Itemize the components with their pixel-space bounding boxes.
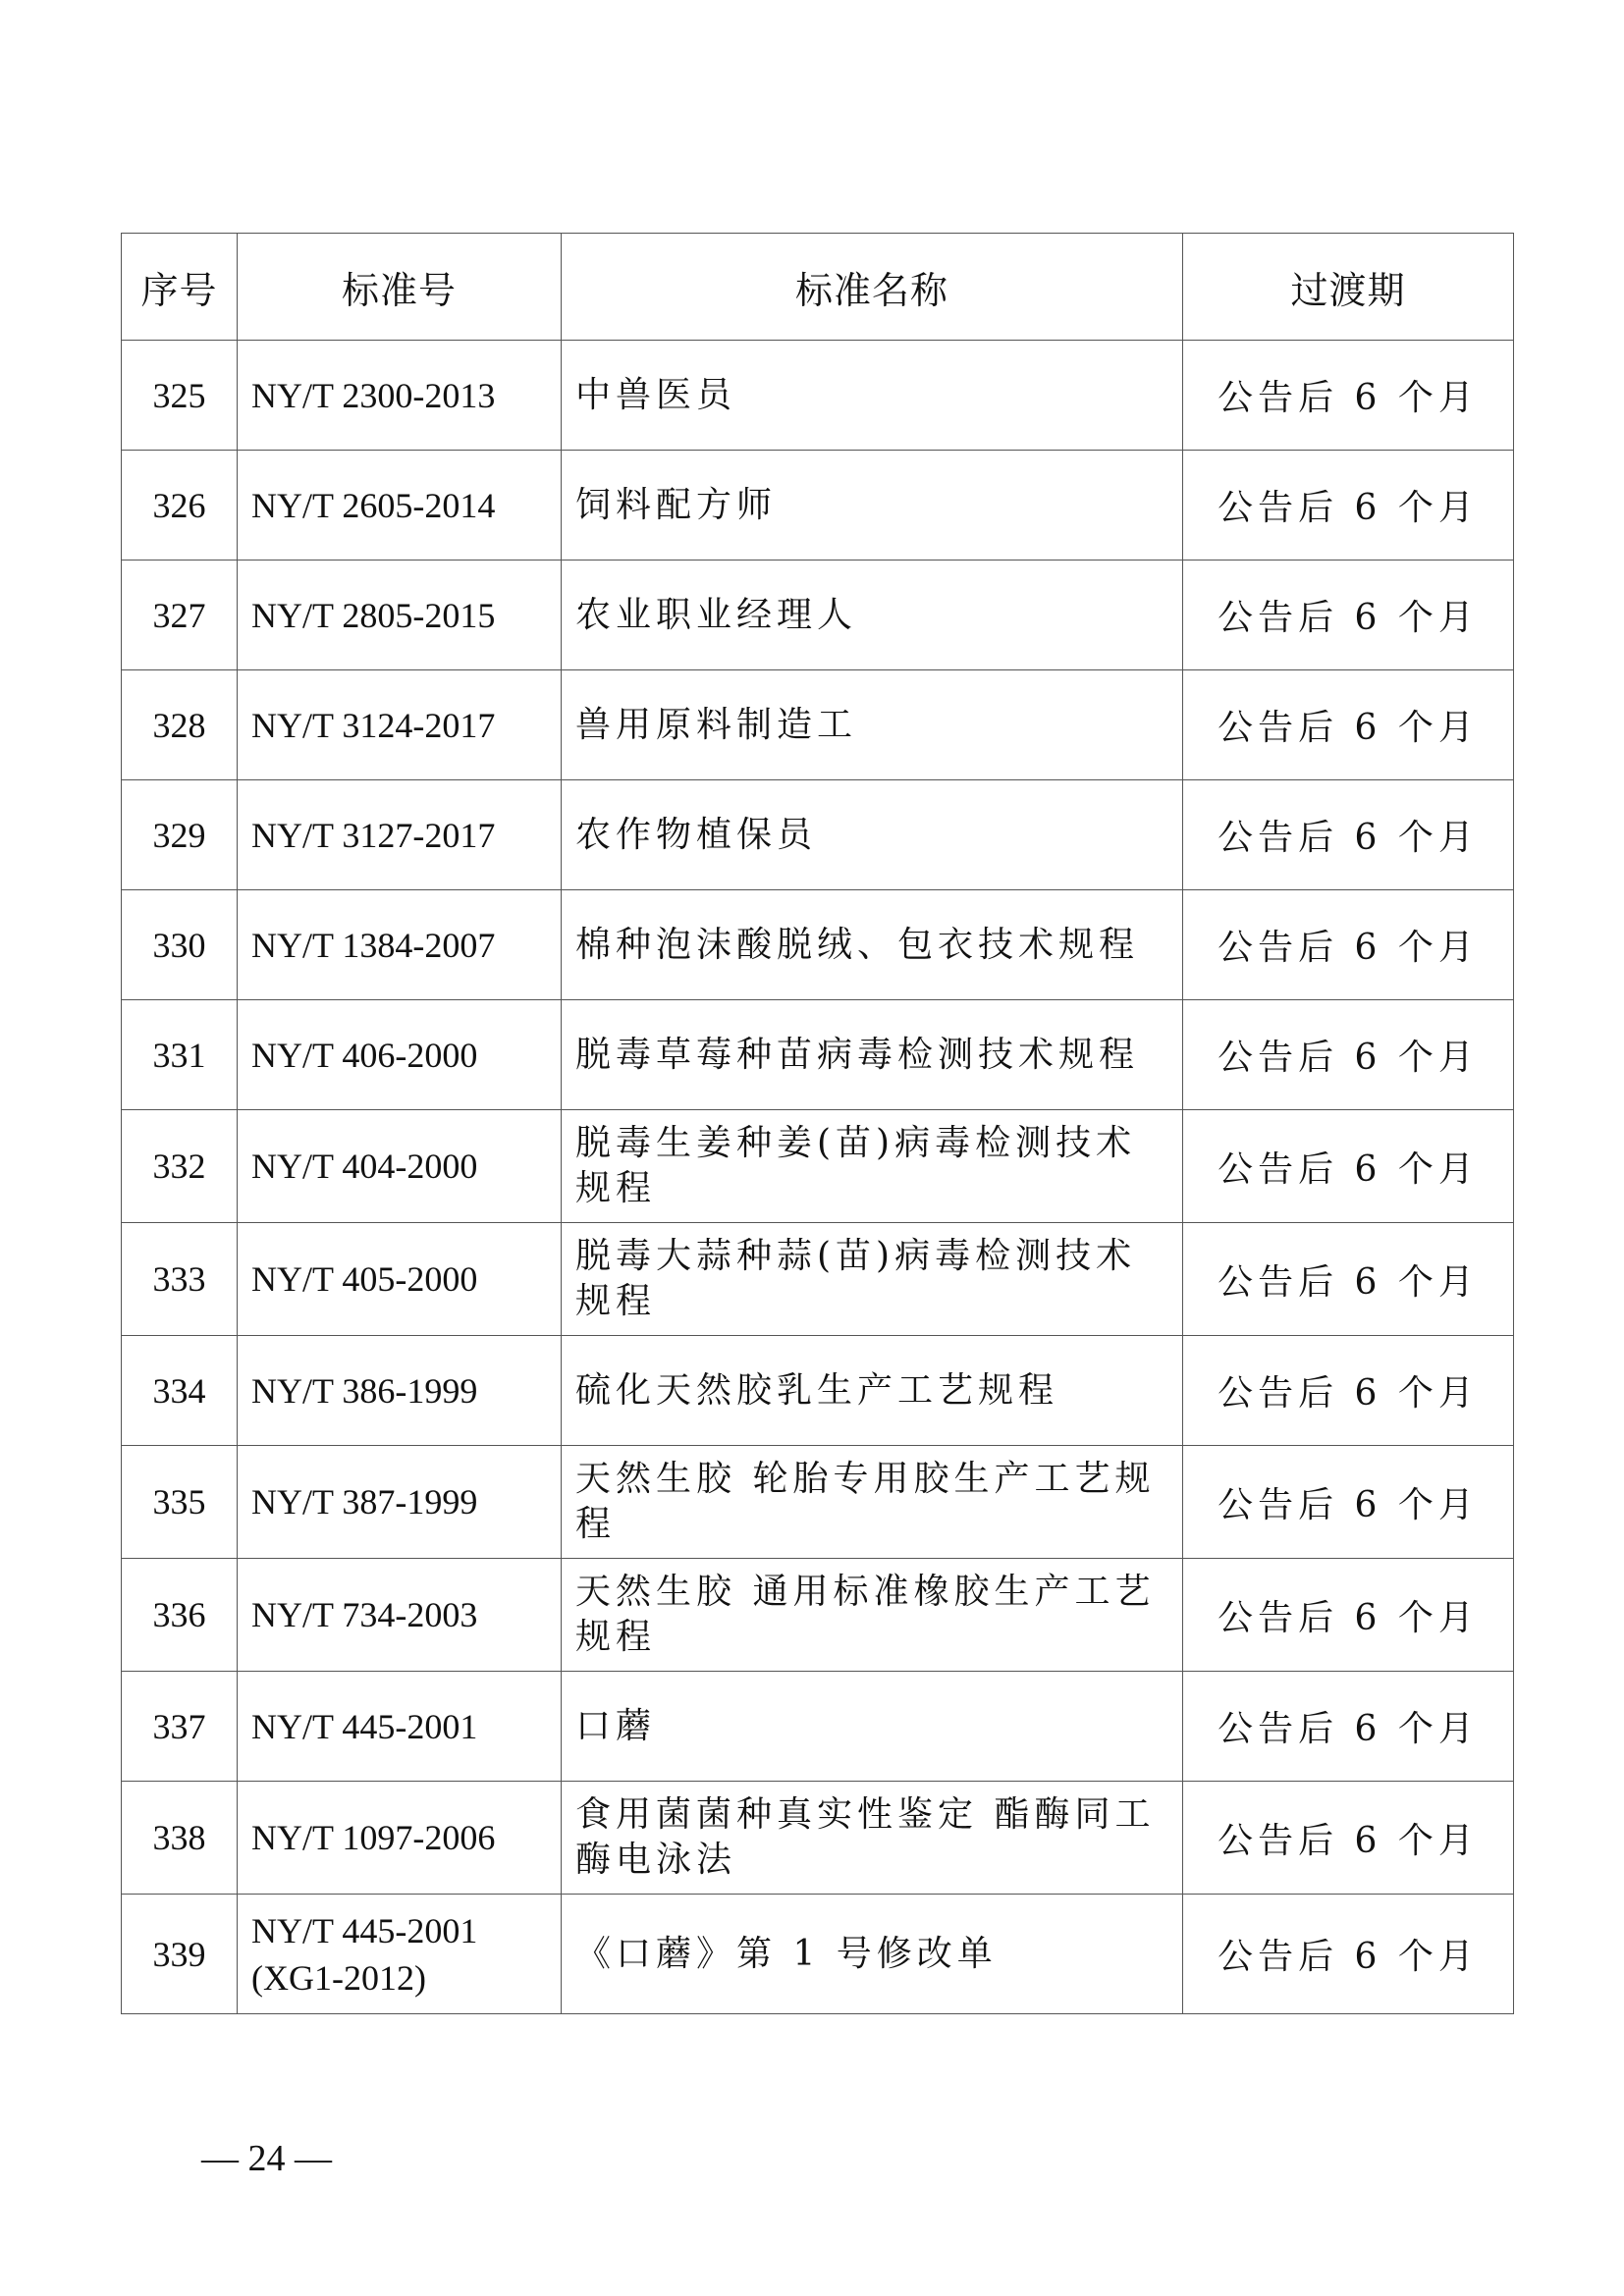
row-code: NY/T 3124-2017 xyxy=(238,670,562,780)
row-code: NY/T 404-2000 xyxy=(238,1110,562,1223)
row-seq: 331 xyxy=(122,1000,238,1110)
row-seq: 327 xyxy=(122,561,238,670)
header-name: 标准名称 xyxy=(562,234,1183,341)
row-period: 公告后 6 个月 xyxy=(1183,780,1514,890)
row-seq: 332 xyxy=(122,1110,238,1223)
table-row xyxy=(122,341,1514,451)
table-row xyxy=(122,1559,1514,1672)
row-code: NY/T 1384-2007 xyxy=(238,890,562,1000)
row-name: 《口蘑》第 1 号修改单 xyxy=(562,1895,1183,2014)
row-name: 脱毒草莓种苗病毒检测技术规程 xyxy=(562,1000,1183,1110)
row-seq: 330 xyxy=(122,890,238,1000)
row-code: NY/T 406-2000 xyxy=(238,1000,562,1110)
table-row xyxy=(122,1000,1514,1110)
row-period: 公告后 6 个月 xyxy=(1183,1559,1514,1672)
row-code: NY/T 1097-2006 xyxy=(238,1782,562,1895)
row-seq: 339 xyxy=(122,1895,238,2014)
row-period: 公告后 6 个月 xyxy=(1183,890,1514,1000)
row-code: NY/T 734-2003 xyxy=(238,1559,562,1672)
row-code: NY/T 3127-2017 xyxy=(238,780,562,890)
table-row xyxy=(122,670,1514,780)
row-name: 硫化天然胶乳生产工艺规程 xyxy=(562,1336,1183,1446)
row-code: NY/T 2605-2014 xyxy=(238,451,562,561)
row-seq: 335 xyxy=(122,1446,238,1559)
row-period: 公告后 6 个月 xyxy=(1183,1000,1514,1110)
row-name: 农业职业经理人 xyxy=(562,561,1183,670)
table-row xyxy=(122,1223,1514,1336)
standards-table xyxy=(121,233,1514,2014)
row-period: 公告后 6 个月 xyxy=(1183,670,1514,780)
row-code: NY/T 405-2000 xyxy=(238,1223,562,1336)
page-number: — 24 — xyxy=(201,2138,332,2179)
row-seq: 337 xyxy=(122,1672,238,1782)
table-row xyxy=(122,1782,1514,1895)
row-name: 棉种泡沫酸脱绒、包衣技术规程 xyxy=(562,890,1183,1000)
row-period: 公告后 6 个月 xyxy=(1183,1672,1514,1782)
table-row xyxy=(122,1895,1514,2014)
row-seq: 329 xyxy=(122,780,238,890)
table-row xyxy=(122,561,1514,670)
table-row xyxy=(122,780,1514,890)
row-period: 公告后 6 个月 xyxy=(1183,1223,1514,1336)
row-period: 公告后 6 个月 xyxy=(1183,451,1514,561)
row-code: NY/T 2805-2015 xyxy=(238,561,562,670)
row-code: NY/T 387-1999 xyxy=(238,1446,562,1559)
table-row xyxy=(122,1110,1514,1223)
row-code: NY/T 386-1999 xyxy=(238,1336,562,1446)
row-seq: 326 xyxy=(122,451,238,561)
row-name: 口蘑 xyxy=(562,1672,1183,1782)
header-code: 标准号 xyxy=(238,234,562,341)
row-period: 公告后 6 个月 xyxy=(1183,1782,1514,1895)
header-row xyxy=(122,234,1514,341)
row-code: NY/T 2300-2013 xyxy=(238,341,562,451)
row-name: 农作物植保员 xyxy=(562,780,1183,890)
row-name: 脱毒生姜种姜(苗)病毒检测技术规程 xyxy=(562,1110,1183,1223)
row-seq: 325 xyxy=(122,341,238,451)
row-name: 饲料配方师 xyxy=(562,451,1183,561)
row-period: 公告后 6 个月 xyxy=(1183,561,1514,670)
row-code: NY/T 445-2001 xyxy=(238,1672,562,1782)
row-period: 公告后 6 个月 xyxy=(1183,1446,1514,1559)
row-seq: 334 xyxy=(122,1336,238,1446)
header-seq: 序号 xyxy=(122,234,238,341)
table-row xyxy=(122,451,1514,561)
table-row xyxy=(122,1446,1514,1559)
row-name: 脱毒大蒜种蒜(苗)病毒检测技术规程 xyxy=(562,1223,1183,1336)
row-name: 天然生胶 通用标准橡胶生产工艺规程 xyxy=(562,1559,1183,1672)
row-name: 食用菌菌种真实性鉴定 酯酶同工酶电泳法 xyxy=(562,1782,1183,1895)
row-period: 公告后 6 个月 xyxy=(1183,1895,1514,2014)
row-name: 中兽医员 xyxy=(562,341,1183,451)
table-row xyxy=(122,1336,1514,1446)
table-row xyxy=(122,890,1514,1000)
row-code: NY/T 445-2001 (XG1-2012) xyxy=(238,1895,562,2014)
row-seq: 333 xyxy=(122,1223,238,1336)
row-seq: 328 xyxy=(122,670,238,780)
table-row xyxy=(122,1672,1514,1782)
row-seq: 336 xyxy=(122,1559,238,1672)
row-period: 公告后 6 个月 xyxy=(1183,341,1514,451)
row-period: 公告后 6 个月 xyxy=(1183,1336,1514,1446)
row-name: 天然生胶 轮胎专用胶生产工艺规程 xyxy=(562,1446,1183,1559)
row-name: 兽用原料制造工 xyxy=(562,670,1183,780)
row-seq: 338 xyxy=(122,1782,238,1895)
header-period: 过渡期 xyxy=(1183,234,1514,341)
row-period: 公告后 6 个月 xyxy=(1183,1110,1514,1223)
